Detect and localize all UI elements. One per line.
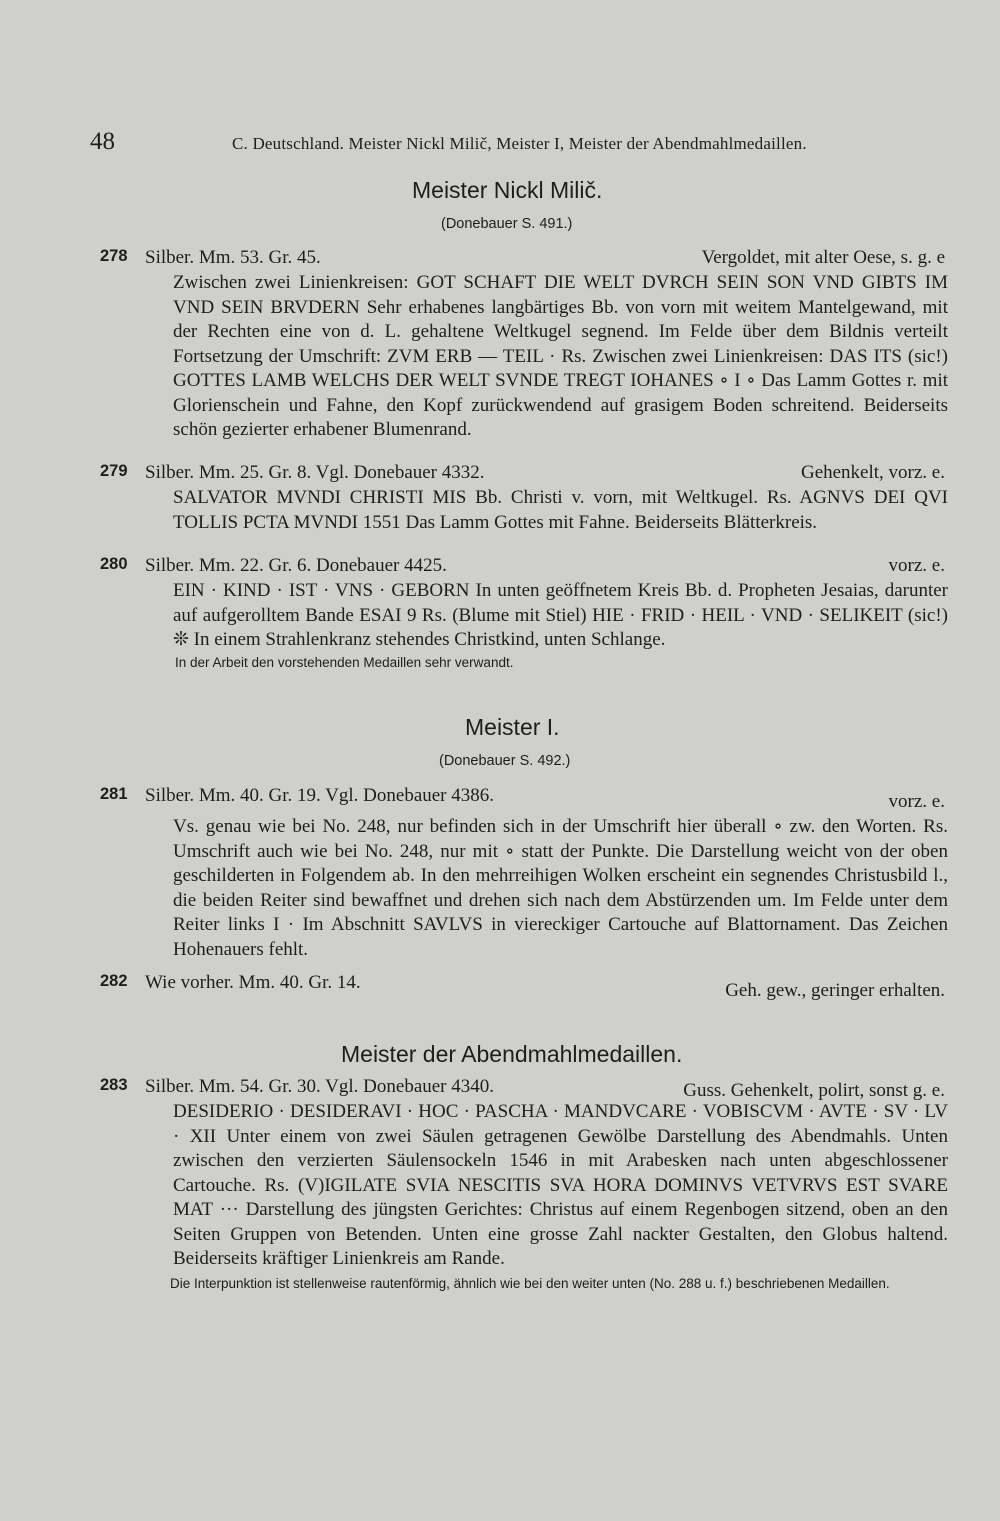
- catalog-entry-279: [0, 462, 1000, 542]
- entry-meta: Silber. Mm. 25. Gr. 8. Vgl. Donebauer 4332.: [145, 462, 485, 483]
- catalog-entry-282: [0, 972, 1000, 1002]
- section-title-abendmahl: Meister der Abendmahlmedaillen.: [341, 1041, 683, 1067]
- entry-number: 283: [100, 1076, 128, 1094]
- section-reference-milic: (Donebauer S. 491.): [441, 216, 573, 232]
- catalog-entry-280: [0, 555, 1000, 675]
- catalog-entry-278: [0, 247, 1000, 447]
- entry-condition: Vergoldet, mit alter Oese, s. g. e: [701, 247, 945, 268]
- entry-number: 281: [100, 785, 128, 803]
- entry-number: 282: [100, 972, 128, 990]
- entry-condition: Gehenkelt, vorz. e.: [800, 462, 945, 483]
- entry-number: 278: [100, 247, 128, 265]
- catalog-entry-281: [0, 785, 1000, 965]
- entry-meta: Wie vorher. Mm. 40. Gr. 14.: [145, 972, 361, 993]
- section-reference-meister-i: (Donebauer S. 492.): [439, 753, 571, 769]
- entry-note: Die Interpunktion ist stellenweise rautenförmig, ähnlich wie bei den weiter unten (No. 288 u. f.) beschriebenen Medaillen.: [170, 1276, 890, 1291]
- section-title-milic: Meister Nickl Milič.: [412, 177, 603, 203]
- section-title-meister-i: Meister I.: [465, 714, 560, 740]
- entry-description: Zwischen zwei Linienkreisen: GOT SCHAFT DIE WELT DVRCH SEIN SON VND GIBTS IM VND SEIN BRVDERN Sehr erhabenes langbärtiges Bb. von vorn mit weitem Mantelgewand, mit der Rechten eine von d. L. gehaltene Weltkugel segnend. Im Felde über dem Bildnis verteilt Fortsetzung der Umschrift: ZVM ERB — TEIL · Rs. Zwischen zwei Linienkreisen: DAS ITS (sic!) GOTTES LAMB WELCHS DER WELT SVNDE TREGT IOHANES ∘ I ∘ Das Lamm Gottes r. mit Glorienschein und Fahne, den Kopf zurückwendend auf grasigem Boden schreitend. Beiderseits schön gezierter erhabener Blumenrand.: [173, 272, 948, 440]
- entry-number: 280: [100, 555, 128, 573]
- entry-meta: Silber. Mm. 22. Gr. 6. Donebauer 4425.: [145, 555, 447, 576]
- entry-description: Vs. genau wie bei No. 248, nur befinden sich in der Umschrift hier überall ∘ zw. den Worten. Rs. Umschrift auch wie bei No. 248, nur mit ∘ statt der Punkte. Die Darstellung weicht von der oben geschilderten in Folgendem ab. In den mehrreihigen Wolken erscheint ein segnendes Christusbild l., die beiden Reiter sind bewaffnet und drehen sich nach dem Abstürzenden um. Im Felde unter dem Reiter links I · Im Abschnitt SAVLVS in viereckiger Cartouche auf Blattornament. Das Zeichen Hohenauers fehlt.: [173, 816, 948, 960]
- entry-description: EIN · KIND · IST · VNS · GEBORN In unten geöffnetem Kreis Bb. d. Propheten Jesaias, darunter auf aufgerolltem Bande ESAI 9 Rs. (Blume mit Stiel) HIE · FRID · HEIL · VND · SELIKEIT (sic!) ❊ In einem Strahlenkranz stehendes Christkind, unten Schlange.: [173, 580, 948, 650]
- entry-number: 279: [100, 462, 128, 480]
- entry-meta: Silber. Mm. 53. Gr. 45.: [145, 247, 321, 268]
- entry-condition: Guss. Gehenkelt, polirt, sonst g. e.: [683, 1080, 945, 1101]
- page-header: [0, 128, 1000, 158]
- entry-description: SALVATOR MVNDI CHRISTI MIS Bb. Christi v. vorn, mit Weltkugel. Rs. AGNVS DEI QVI TOLLIS PCTA MVNDI 1551 Das Lamm Gottes mit Fahne. Beiderseits Blätterkreis.: [173, 487, 948, 533]
- catalog-entry-283: [0, 1076, 1000, 1316]
- entry-meta: Silber. Mm. 40. Gr. 19. Vgl. Donebauer 4386.: [145, 785, 495, 806]
- entry-condition: vorz. e.: [888, 791, 945, 812]
- entry-note: In der Arbeit den vorstehenden Medaillen sehr verwandt.: [175, 655, 514, 670]
- entry-condition: Geh. gew., geringer erhalten.: [725, 980, 945, 1001]
- entry-description: DESIDERIO · DESIDERAVI · HOC · PASCHA · MANDVCARE · VOBISCVM · AVTE · SV · LV · XII Unter einem von zwei Säulen getragenen Gewölbe Darstellung des Abendmahls. Unten zwischen den verzierten Säulensockeln 1546 in mit Arabesken nach unten abgeschlossener Cartouche. Rs. (V)IGILATE SVIA NESCITIS SVA HORA DOMINVS VETVRVS EST SVARE MAT ··· Darstellung des jüngsten Gerichtes: Christus auf einem Regenbogen sitzend, oben an den Seiten Gruppen von Betenden. Unten eine grosse Zahl nackter Gestalten, den Globus haltend. Beiderseits kräftiger Linienkreis am Rande.: [173, 1101, 948, 1269]
- entry-condition: vorz. e.: [888, 555, 945, 576]
- page-number: 48: [90, 128, 115, 155]
- entry-meta: Silber. Mm. 54. Gr. 30. Vgl. Donebauer 4340.: [145, 1076, 495, 1097]
- running-title: C. Deutschland. Meister Nickl Milič, Meister I, Meister der Abendmahlmedaillen.: [232, 134, 807, 153]
